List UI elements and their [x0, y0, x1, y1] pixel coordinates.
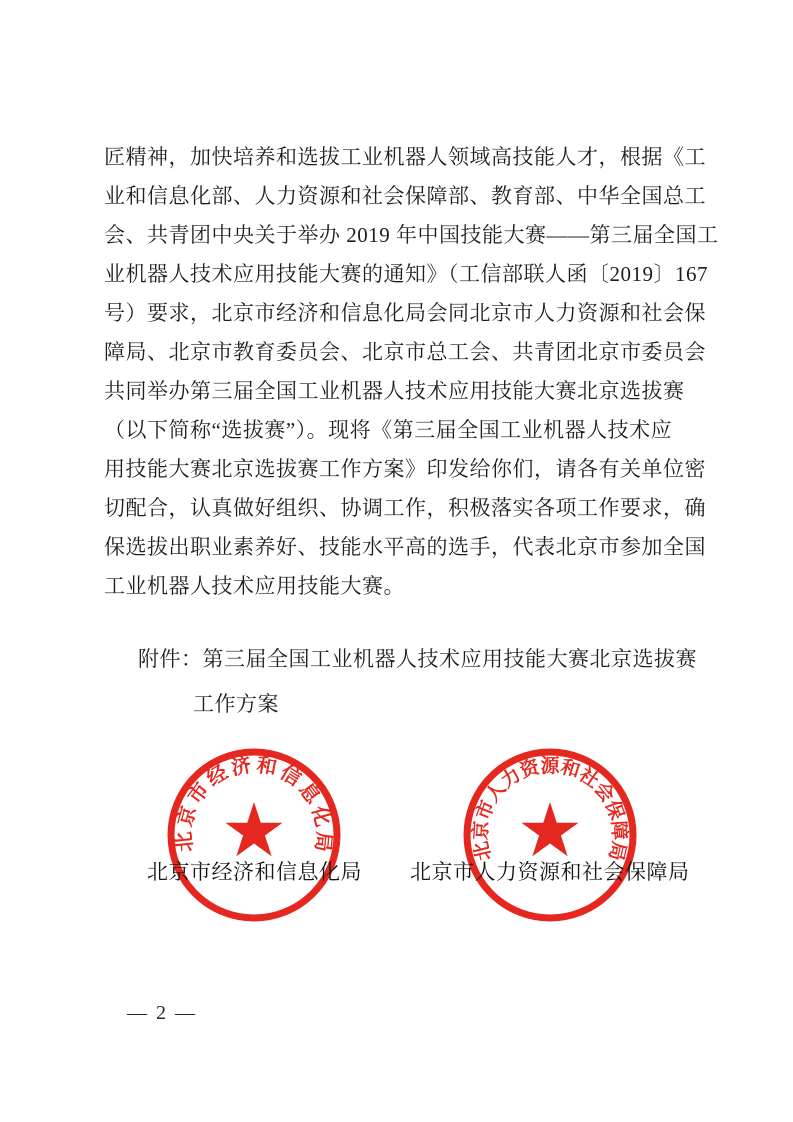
- body-line: 匠精神，加快培养和选拔工业机器人领域高技能人才，根据《工: [104, 145, 706, 169]
- body-line: 切配合，认真做好组织、协调工作，积极落实各项工作要求，确: [104, 496, 706, 520]
- page-number: — 2 —: [127, 1002, 197, 1024]
- star-icon: [521, 802, 578, 856]
- body-line: 号）要求，北京市经济和信息化局会同北京市人力资源和社会保: [104, 301, 706, 325]
- body-line: 业和信息化部、人力资源和社会保障部、教育部、中华全国总工: [104, 184, 706, 208]
- attachment-line-1: 附件：第三届全国工业机器人技术应用技能大赛北京选拔赛: [138, 647, 697, 671]
- body-line: 工业机器人技术应用技能大赛。: [104, 574, 405, 598]
- star-icon: [225, 802, 282, 856]
- attachment-line-2: 工作方案: [193, 692, 279, 716]
- official-seal-human-resources: [462, 747, 638, 923]
- body-line: 障局、北京市教育委员会、北京市总工会、共青团北京市委员会: [104, 340, 706, 364]
- body-line: 会、共青团中央关于举办 2019 年中国技能大赛——第三届全国工: [104, 223, 719, 247]
- signature-human-resources: 北京市人力资源和社会保障局: [410, 860, 690, 884]
- official-seal-economy-information: [166, 747, 342, 923]
- body-line: （以下简称“选拔赛”）。现将《第三届全国工业机器人技术应: [104, 418, 673, 442]
- seal-arc-text: 北京市人力资源和社会保障局: [470, 755, 630, 863]
- attachment-block: [138, 637, 697, 727]
- body-line: 共同举办第三届全国工业机器人技术应用技能大赛北京选拔赛: [104, 379, 685, 403]
- signature-economy-information: 北京市经济和信息化局: [147, 860, 362, 884]
- body-line: 用技能大赛北京选拔赛工作方案》印发给你们，请各有关单位密: [104, 457, 706, 481]
- seal-arc-text: 北京市经济和信息化局: [173, 754, 335, 853]
- body-line: 保选拔出职业素养好、技能水平高的选手，代表北京市参加全国: [104, 535, 706, 559]
- body-paragraph: [104, 138, 720, 606]
- body-line: 业机器人技术应用技能大赛的通知》（工信部联人函〔2019〕167: [104, 262, 708, 286]
